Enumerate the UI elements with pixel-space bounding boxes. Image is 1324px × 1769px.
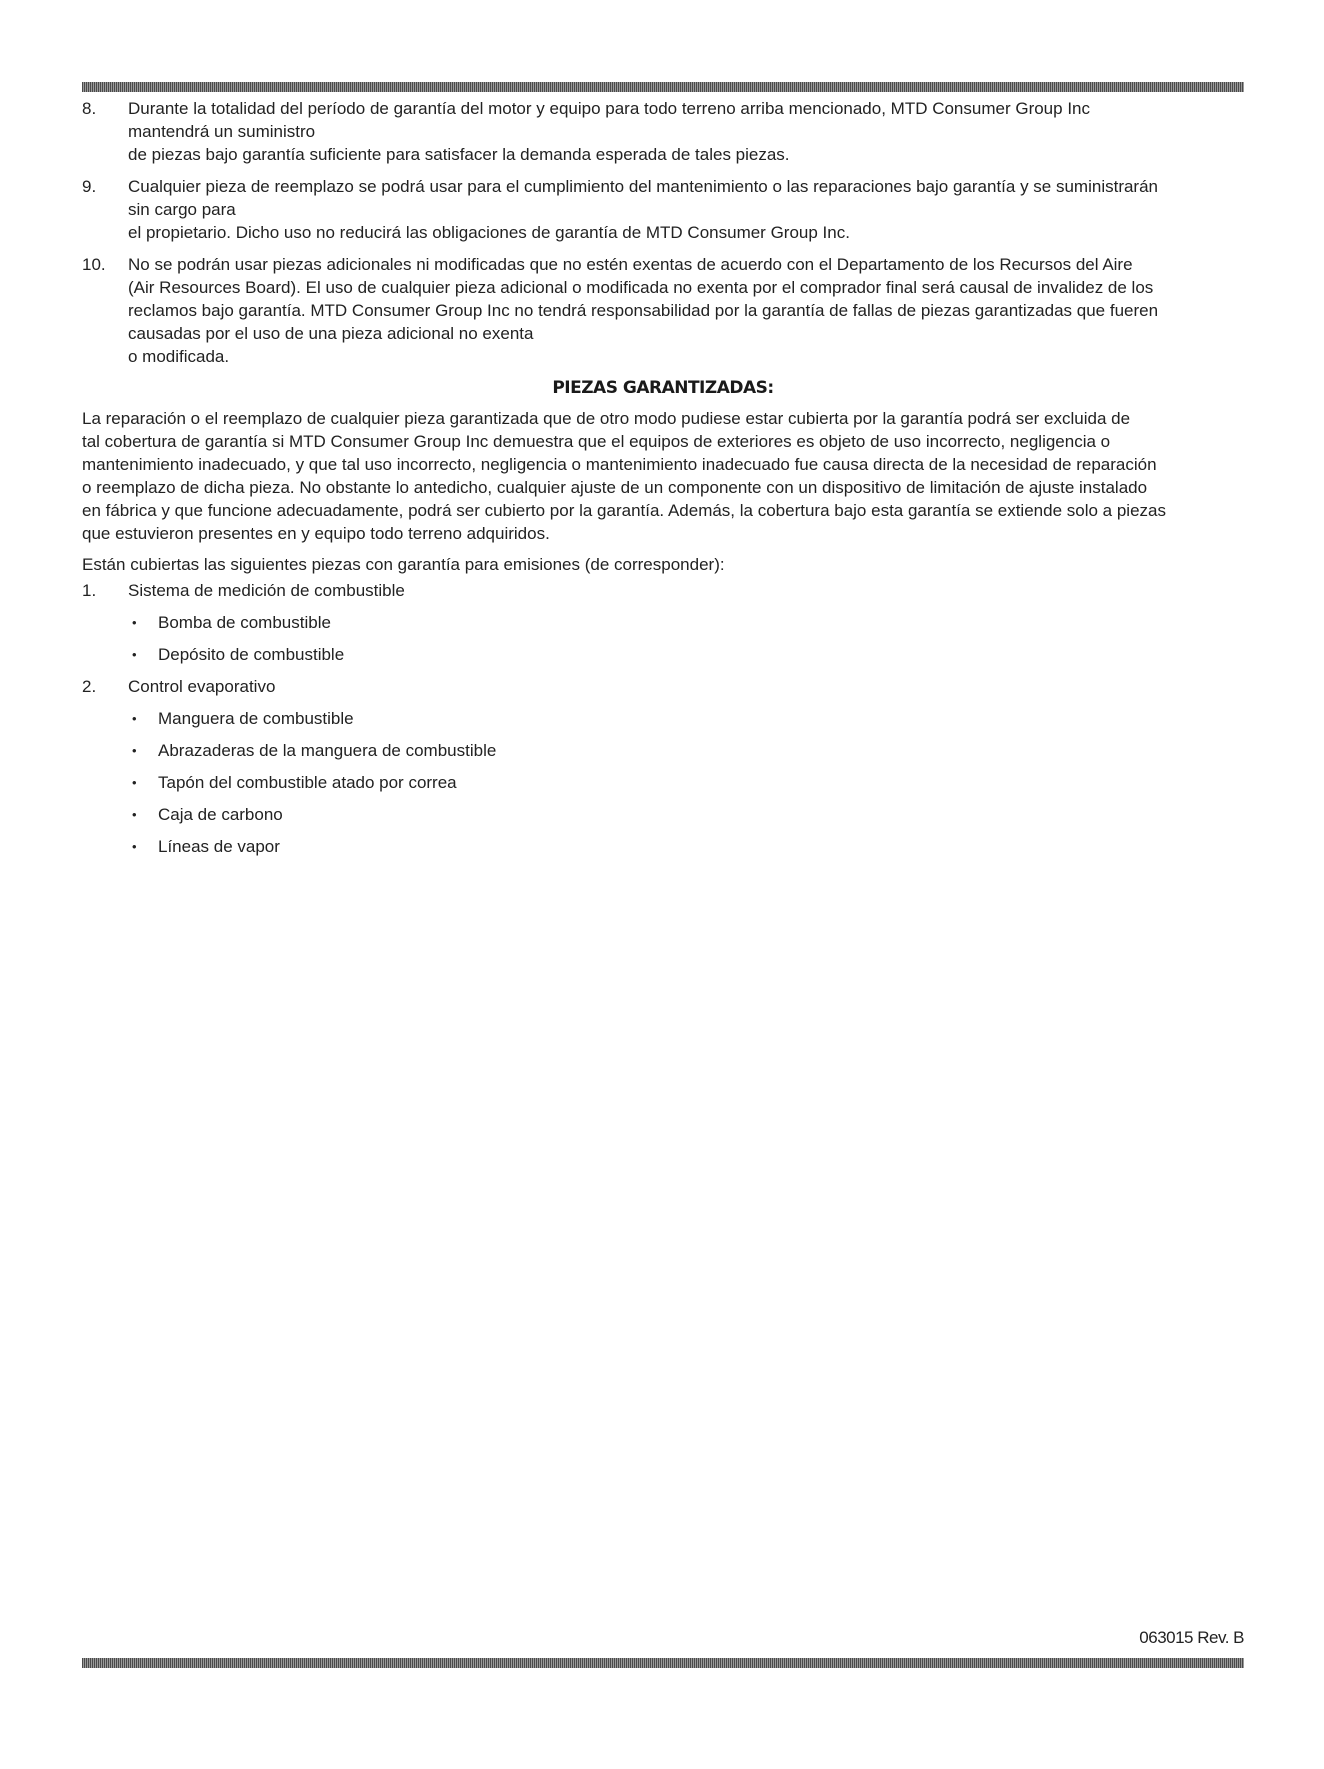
- sub-item-label: Caja de carbono: [158, 805, 283, 824]
- clause-item-8: [82, 97, 1244, 166]
- sub-item-label: Tapón del combustible atado por correa: [158, 773, 457, 792]
- parts-sub-item: [82, 739, 1244, 771]
- paragraph-line: La reparación o el reemplazo de cualquier pieza garantizada que de otro modo pudiese estar cubierta por la garantía podrá ser excluida de: [82, 409, 1131, 428]
- section-heading: PIEZAS GARANTIZADAS:: [552, 378, 774, 398]
- clause-line: Durante la totalidad del período de garantía del motor y equipo para todo terreno arriba mencionado, MTD Consumer Group Inc: [128, 99, 1090, 118]
- bullet-icon: •: [132, 839, 137, 854]
- bottom-decorative-bar: [82, 1658, 1244, 1668]
- parts-sub-item: [82, 643, 1244, 675]
- clause-line: mantendrá un suministro: [128, 122, 316, 141]
- clause-line: (Air Resources Board). El uso de cualquier pieza adicional o modificada no exenta por el comprador final será causal de invalidez de los: [128, 278, 1154, 297]
- paragraph-line: tal cobertura de garantía si MTD Consumer Group Inc demuestra que el equipos de exteriores es objeto de uso incorrecto, negligencia o: [82, 432, 1111, 451]
- bullet-icon: •: [132, 615, 137, 630]
- clause-item-9: [82, 175, 1244, 244]
- covered-parts-intro: Están cubiertas las siguientes piezas con garantía para emisiones (de corresponder):: [82, 555, 725, 574]
- clause-line: reclamos bajo garantía. MTD Consumer Group Inc no tendrá responsabilidad por la garantía de fallas de piezas garantizadas que fueren: [128, 301, 1159, 320]
- exclusion-paragraph: [82, 407, 1244, 545]
- clause-line: No se podrán usar piezas adicionales ni modificadas que no estén exentas de acuerdo con el Departamento de los Recursos del Aire: [128, 255, 1133, 274]
- sub-item-label: Manguera de combustible: [158, 709, 354, 728]
- bullet-icon: •: [132, 711, 137, 726]
- sub-item-label: Bomba de combustible: [158, 613, 331, 632]
- list-number: 1.: [82, 581, 97, 600]
- list-item-label: Sistema de medición de combustible: [128, 581, 405, 600]
- sub-item-label: Líneas de vapor: [158, 837, 280, 856]
- clause-item-10: [82, 253, 1244, 368]
- parts-sub-item: [82, 707, 1244, 739]
- clause-line: el propietario. Dicho uso no reducirá las obligaciones de garantía de MTD Consumer Group Inc.: [128, 223, 850, 242]
- parts-list-item: [82, 579, 1244, 611]
- top-decorative-bar: [82, 82, 1244, 92]
- parts-sub-item: [82, 803, 1244, 835]
- document-revision-code: 063015 Rev. B: [1139, 1628, 1244, 1647]
- parts-sub-item: [82, 835, 1244, 867]
- parts-list-item: [82, 675, 1244, 707]
- list-item-label: Control evaporativo: [128, 677, 276, 696]
- clause-line: sin cargo para: [128, 200, 236, 219]
- clause-line: de piezas bajo garantía suficiente para satisfacer la demanda esperada de tales piezas.: [128, 145, 790, 164]
- bullet-icon: •: [132, 775, 137, 790]
- parts-sub-item: [82, 611, 1244, 643]
- paragraph-line: en fábrica y que funcione adecuadamente, podrá ser cubierto por la garantía. Además, la cobertura bajo esta garantía se extiende solo a piezas: [82, 501, 1166, 520]
- clause-number: 8.: [82, 99, 97, 118]
- clause-line: Cualquier pieza de reemplazo se podrá usar para el cumplimiento del mantenimiento o las reparaciones bajo garantía y se suministrarán: [128, 177, 1159, 196]
- bullet-icon: •: [132, 807, 137, 822]
- bullet-icon: •: [132, 743, 137, 758]
- clause-line: causadas por el uso de una pieza adicional no exenta: [128, 324, 534, 343]
- parts-sub-item: [82, 771, 1244, 803]
- clause-line: o modificada.: [128, 347, 230, 366]
- sub-item-label: Depósito de combustible: [158, 645, 345, 664]
- paragraph-line: que estuvieron presentes en y equipo todo terreno adquiridos.: [82, 524, 550, 543]
- sub-item-label: Abrazaderas de la manguera de combustible: [158, 741, 497, 760]
- document-body: [82, 97, 1244, 867]
- paragraph-line: mantenimiento inadecuado, y que tal uso incorrecto, negligencia o mantenimiento inadecuado fue causa directa de la necesidad de reparación: [82, 455, 1157, 474]
- paragraph-line: o reemplazo de dicha pieza. No obstante lo antedicho, cualquier ajuste de un componente con un dispositivo de limitación de ajuste instalado: [82, 478, 1148, 497]
- list-number: 2.: [82, 677, 97, 696]
- clause-number: 10.: [82, 255, 106, 274]
- bullet-icon: •: [132, 647, 137, 662]
- clause-number: 9.: [82, 177, 97, 196]
